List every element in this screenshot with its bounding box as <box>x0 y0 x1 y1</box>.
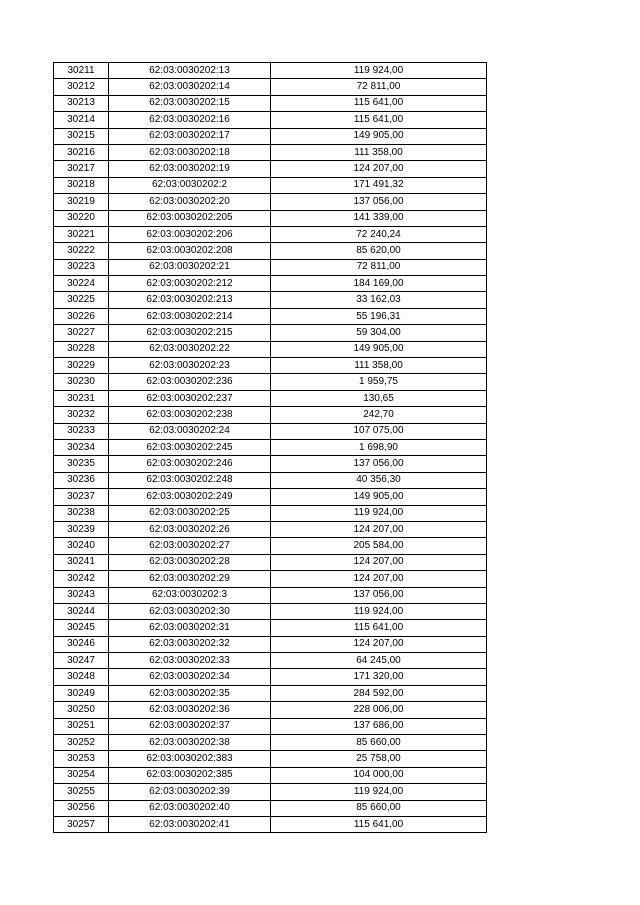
cadastral-number-cell: 62:03:0030202:21 <box>109 259 271 275</box>
row-number-cell: 30254 <box>54 767 109 783</box>
cadastral-number-cell: 62:03:0030202:3 <box>109 587 271 603</box>
cadastral-number-cell: 62:03:0030202:41 <box>109 816 271 832</box>
cadastral-number-cell: 62:03:0030202:215 <box>109 325 271 341</box>
cadastral-value-cell: 115 641,00 <box>271 95 487 111</box>
table-row <box>54 407 487 423</box>
table-row <box>54 571 487 587</box>
table-row <box>54 325 487 341</box>
table-row <box>54 718 487 734</box>
cadastral-number-cell: 62:03:0030202:31 <box>109 620 271 636</box>
table-row <box>54 210 487 226</box>
table-row <box>54 177 487 193</box>
cadastral-number-cell: 62:03:0030202:383 <box>109 751 271 767</box>
cadastral-value-cell: 104 000,00 <box>271 767 487 783</box>
table-row <box>54 472 487 488</box>
table-row <box>54 521 487 537</box>
table-row <box>54 816 487 832</box>
cadastral-value-cell: 124 207,00 <box>271 554 487 570</box>
table-row <box>54 784 487 800</box>
cadastral-value-cell: 137 056,00 <box>271 587 487 603</box>
table-row <box>54 505 487 521</box>
cadastral-number-cell: 62:03:0030202:13 <box>109 63 271 79</box>
cadastral-value-cell: 137 686,00 <box>271 718 487 734</box>
table-row <box>54 63 487 79</box>
table-row <box>54 112 487 128</box>
cadastral-value-cell: 85 660,00 <box>271 735 487 751</box>
table-row <box>54 95 487 111</box>
row-number-cell: 30232 <box>54 407 109 423</box>
table-row <box>54 653 487 669</box>
row-number-cell: 30218 <box>54 177 109 193</box>
cadastral-value-cell: 111 358,00 <box>271 144 487 160</box>
row-number-cell: 30237 <box>54 489 109 505</box>
cadastral-number-cell: 62:03:0030202:246 <box>109 456 271 472</box>
row-number-cell: 30233 <box>54 423 109 439</box>
cadastral-value-cell: 119 924,00 <box>271 505 487 521</box>
cadastral-number-cell: 62:03:0030202:213 <box>109 292 271 308</box>
row-number-cell: 30231 <box>54 390 109 406</box>
table-row <box>54 390 487 406</box>
table-row <box>54 358 487 374</box>
cadastral-number-cell: 62:03:0030202:20 <box>109 194 271 210</box>
row-number-cell: 30249 <box>54 685 109 701</box>
cadastral-number-cell: 62:03:0030202:16 <box>109 112 271 128</box>
cadastral-value-cell: 64 245,00 <box>271 653 487 669</box>
cadastral-value-cell: 115 641,00 <box>271 816 487 832</box>
cadastral-number-cell: 62:03:0030202:26 <box>109 521 271 537</box>
table-row <box>54 259 487 275</box>
cadastral-number-cell: 62:03:0030202:40 <box>109 800 271 816</box>
cadastral-number-cell: 62:03:0030202:2 <box>109 177 271 193</box>
cadastral-value-cell: 124 207,00 <box>271 161 487 177</box>
cadastral-value-cell: 119 924,00 <box>271 63 487 79</box>
cadastral-number-cell: 62:03:0030202:15 <box>109 95 271 111</box>
cadastral-number-cell: 62:03:0030202:38 <box>109 735 271 751</box>
row-number-cell: 30256 <box>54 800 109 816</box>
table-row <box>54 751 487 767</box>
cadastral-value-cell: 1 698,90 <box>271 439 487 455</box>
row-number-cell: 30239 <box>54 521 109 537</box>
cadastral-value-cell: 137 056,00 <box>271 194 487 210</box>
cadastral-number-cell: 62:03:0030202:22 <box>109 341 271 357</box>
cadastral-number-cell: 62:03:0030202:37 <box>109 718 271 734</box>
cadastral-value-cell: 228 006,00 <box>271 702 487 718</box>
cadastral-value-cell: 149 905,00 <box>271 341 487 357</box>
table-row <box>54 243 487 259</box>
cadastral-number-cell: 62:03:0030202:248 <box>109 472 271 488</box>
cadastral-value-cell: 124 207,00 <box>271 521 487 537</box>
row-number-cell: 30216 <box>54 144 109 160</box>
cadastral-number-cell: 62:03:0030202:28 <box>109 554 271 570</box>
cadastral-value-cell: 1 959,75 <box>271 374 487 390</box>
cadastral-value-cell: 107 075,00 <box>271 423 487 439</box>
row-number-cell: 30229 <box>54 358 109 374</box>
table-body <box>54 63 487 833</box>
row-number-cell: 30246 <box>54 636 109 652</box>
cadastral-number-cell: 62:03:0030202:30 <box>109 603 271 619</box>
cadastral-value-table <box>53 62 487 833</box>
cadastral-value-cell: 111 358,00 <box>271 358 487 374</box>
row-number-cell: 30222 <box>54 243 109 259</box>
row-number-cell: 30234 <box>54 439 109 455</box>
cadastral-value-cell: 85 620,00 <box>271 243 487 259</box>
cadastral-number-cell: 62:03:0030202:249 <box>109 489 271 505</box>
row-number-cell: 30243 <box>54 587 109 603</box>
row-number-cell: 30240 <box>54 538 109 554</box>
cadastral-number-cell: 62:03:0030202:36 <box>109 702 271 718</box>
row-number-cell: 30223 <box>54 259 109 275</box>
cadastral-number-cell: 62:03:0030202:245 <box>109 439 271 455</box>
cadastral-number-cell: 62:03:0030202:23 <box>109 358 271 374</box>
table-row <box>54 489 487 505</box>
row-number-cell: 30252 <box>54 735 109 751</box>
row-number-cell: 30219 <box>54 194 109 210</box>
table-row <box>54 767 487 783</box>
cadastral-number-cell: 62:03:0030202:206 <box>109 226 271 242</box>
row-number-cell: 30247 <box>54 653 109 669</box>
table-row <box>54 341 487 357</box>
row-number-cell: 30211 <box>54 63 109 79</box>
table-row <box>54 456 487 472</box>
row-number-cell: 30245 <box>54 620 109 636</box>
table-row <box>54 161 487 177</box>
cadastral-value-cell: 171 320,00 <box>271 669 487 685</box>
cadastral-number-cell: 62:03:0030202:17 <box>109 128 271 144</box>
cadastral-number-cell: 62:03:0030202:238 <box>109 407 271 423</box>
table-row <box>54 587 487 603</box>
cadastral-number-cell: 62:03:0030202:214 <box>109 308 271 324</box>
cadastral-number-cell: 62:03:0030202:385 <box>109 767 271 783</box>
cadastral-value-cell: 72 240,24 <box>271 226 487 242</box>
table-row <box>54 144 487 160</box>
table-row <box>54 800 487 816</box>
row-number-cell: 30257 <box>54 816 109 832</box>
cadastral-number-cell: 62:03:0030202:29 <box>109 571 271 587</box>
cadastral-number-cell: 62:03:0030202:236 <box>109 374 271 390</box>
row-number-cell: 30221 <box>54 226 109 242</box>
cadastral-number-cell: 62:03:0030202:33 <box>109 653 271 669</box>
table-row <box>54 226 487 242</box>
cadastral-number-cell: 62:03:0030202:237 <box>109 390 271 406</box>
row-number-cell: 30212 <box>54 79 109 95</box>
cadastral-number-cell: 62:03:0030202:212 <box>109 276 271 292</box>
cadastral-value-cell: 33 162,03 <box>271 292 487 308</box>
cadastral-value-cell: 171 491,32 <box>271 177 487 193</box>
cadastral-value-cell: 25 758,00 <box>271 751 487 767</box>
cadastral-value-cell: 124 207,00 <box>271 571 487 587</box>
row-number-cell: 30238 <box>54 505 109 521</box>
table-row <box>54 308 487 324</box>
table-row <box>54 685 487 701</box>
cadastral-value-cell: 205 584,00 <box>271 538 487 554</box>
table-row <box>54 276 487 292</box>
table-row <box>54 702 487 718</box>
cadastral-number-cell: 62:03:0030202:39 <box>109 784 271 800</box>
row-number-cell: 30220 <box>54 210 109 226</box>
cadastral-value-cell: 40 356,30 <box>271 472 487 488</box>
cadastral-number-cell: 62:03:0030202:19 <box>109 161 271 177</box>
cadastral-number-cell: 62:03:0030202:18 <box>109 144 271 160</box>
row-number-cell: 30224 <box>54 276 109 292</box>
table-row <box>54 79 487 95</box>
cadastral-value-cell: 119 924,00 <box>271 784 487 800</box>
table-row <box>54 554 487 570</box>
table-row <box>54 636 487 652</box>
cadastral-value-cell: 141 339,00 <box>271 210 487 226</box>
cadastral-value-cell: 137 056,00 <box>271 456 487 472</box>
table-row <box>54 194 487 210</box>
row-number-cell: 30235 <box>54 456 109 472</box>
cadastral-value-cell: 72 811,00 <box>271 259 487 275</box>
cadastral-number-cell: 62:03:0030202:205 <box>109 210 271 226</box>
row-number-cell: 30230 <box>54 374 109 390</box>
cadastral-value-cell: 55 196,31 <box>271 308 487 324</box>
row-number-cell: 30214 <box>54 112 109 128</box>
table-row <box>54 620 487 636</box>
table-row <box>54 374 487 390</box>
row-number-cell: 30248 <box>54 669 109 685</box>
row-number-cell: 30253 <box>54 751 109 767</box>
row-number-cell: 30226 <box>54 308 109 324</box>
cadastral-value-cell: 115 641,00 <box>271 112 487 128</box>
cadastral-value-cell: 124 207,00 <box>271 636 487 652</box>
row-number-cell: 30236 <box>54 472 109 488</box>
row-number-cell: 30213 <box>54 95 109 111</box>
row-number-cell: 30228 <box>54 341 109 357</box>
table-row <box>54 128 487 144</box>
cadastral-value-cell: 184 169,00 <box>271 276 487 292</box>
row-number-cell: 30225 <box>54 292 109 308</box>
cadastral-value-cell: 130,65 <box>271 390 487 406</box>
row-number-cell: 30250 <box>54 702 109 718</box>
table-row <box>54 603 487 619</box>
table-row <box>54 735 487 751</box>
cadastral-number-cell: 62:03:0030202:27 <box>109 538 271 554</box>
cadastral-value-cell: 119 924,00 <box>271 603 487 619</box>
row-number-cell: 30255 <box>54 784 109 800</box>
row-number-cell: 30242 <box>54 571 109 587</box>
cadastral-number-cell: 62:03:0030202:34 <box>109 669 271 685</box>
cadastral-value-cell: 115 641,00 <box>271 620 487 636</box>
cadastral-value-cell: 59 304,00 <box>271 325 487 341</box>
cadastral-value-cell: 85 660,00 <box>271 800 487 816</box>
row-number-cell: 30227 <box>54 325 109 341</box>
table-row <box>54 292 487 308</box>
cadastral-number-cell: 62:03:0030202:25 <box>109 505 271 521</box>
cadastral-value-cell: 149 905,00 <box>271 489 487 505</box>
row-number-cell: 30241 <box>54 554 109 570</box>
table-row <box>54 439 487 455</box>
cadastral-number-cell: 62:03:0030202:208 <box>109 243 271 259</box>
cadastral-number-cell: 62:03:0030202:35 <box>109 685 271 701</box>
cadastral-value-cell: 149 905,00 <box>271 128 487 144</box>
table-row <box>54 669 487 685</box>
row-number-cell: 30217 <box>54 161 109 177</box>
table-row <box>54 423 487 439</box>
row-number-cell: 30251 <box>54 718 109 734</box>
cadastral-value-cell: 72 811,00 <box>271 79 487 95</box>
cadastral-number-cell: 62:03:0030202:14 <box>109 79 271 95</box>
cadastral-number-cell: 62:03:0030202:32 <box>109 636 271 652</box>
row-number-cell: 30215 <box>54 128 109 144</box>
cadastral-number-cell: 62:03:0030202:24 <box>109 423 271 439</box>
cadastral-value-cell: 242,70 <box>271 407 487 423</box>
row-number-cell: 30244 <box>54 603 109 619</box>
table-row <box>54 538 487 554</box>
cadastral-value-cell: 284 592,00 <box>271 685 487 701</box>
